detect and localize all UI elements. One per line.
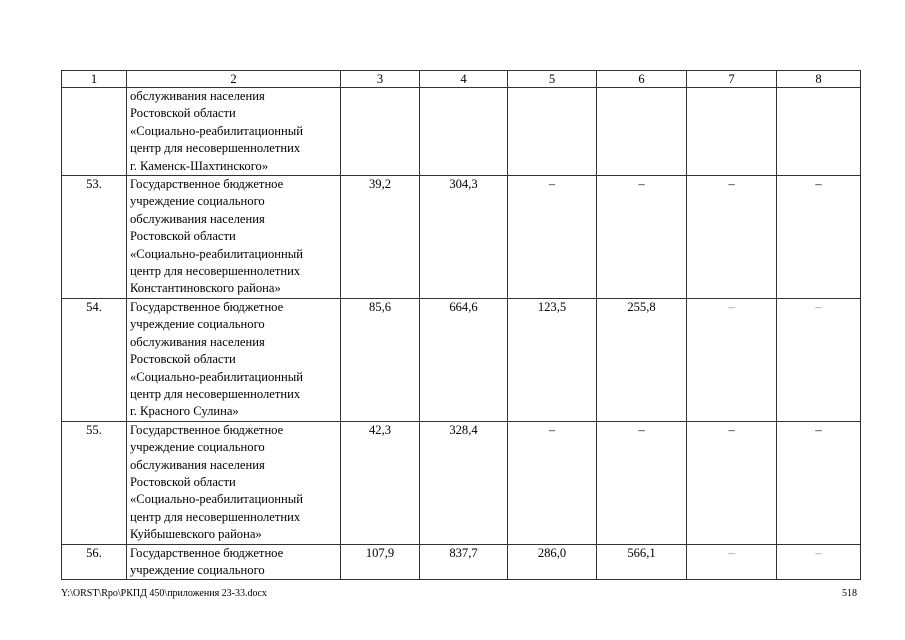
cell-col-6: 566,1 bbox=[597, 544, 687, 580]
cell-col-6: – bbox=[597, 176, 687, 299]
institution-name bbox=[127, 176, 341, 299]
name-line: Ростовской области bbox=[130, 229, 236, 244]
name-line: г. Красного Сулина» bbox=[130, 404, 239, 419]
cell-col-4: 328,4 bbox=[420, 421, 508, 544]
table-row bbox=[62, 298, 861, 421]
name-line: Государственное бюджетное bbox=[130, 545, 284, 560]
cell-col-6: 255,8 bbox=[597, 298, 687, 421]
table-row bbox=[62, 88, 861, 176]
name-line: центр для несовершеннолетних bbox=[130, 509, 301, 524]
row-number bbox=[62, 88, 127, 176]
cell-col-5 bbox=[508, 88, 597, 176]
cell-col-3: 85,6 bbox=[341, 298, 420, 421]
column-header-4: 4 bbox=[420, 71, 508, 88]
name-line: центр для несовершеннолетних bbox=[130, 386, 301, 401]
column-header-1: 1 bbox=[62, 71, 127, 88]
footer-file-path: Y:\ORST\Rpo\РКПД 450\приложения 23-33.docx bbox=[61, 588, 267, 599]
name-line: Куйбышевского района» bbox=[130, 527, 262, 542]
cell-col-5: – bbox=[508, 176, 597, 299]
name-line: Ростовской области bbox=[130, 352, 236, 367]
name-line: Государственное бюджетное bbox=[130, 422, 284, 437]
cell-col-7: – bbox=[687, 298, 777, 421]
table-row bbox=[62, 421, 861, 544]
name-line: центр для несовершеннолетних bbox=[130, 264, 301, 279]
cell-col-6 bbox=[597, 88, 687, 176]
name-line: обслуживания населения bbox=[130, 457, 265, 472]
name-line: «Социально-реабилитационный bbox=[130, 246, 303, 261]
name-line: «Социально-реабилитационный bbox=[130, 369, 303, 384]
cell-col-8: – bbox=[777, 298, 861, 421]
column-header-5: 5 bbox=[508, 71, 597, 88]
name-line: центр для несовершеннолетних bbox=[130, 141, 301, 156]
cell-col-7: – bbox=[687, 421, 777, 544]
column-header-6: 6 bbox=[597, 71, 687, 88]
cell-col-3: 42,3 bbox=[341, 421, 420, 544]
name-line: г. Каменск-Шахтинского» bbox=[130, 158, 269, 173]
name-line: учреждение социального bbox=[130, 317, 265, 332]
name-line: учреждение социального bbox=[130, 194, 265, 209]
cell-col-7 bbox=[687, 88, 777, 176]
cell-col-8: – bbox=[777, 544, 861, 580]
cell-col-5: 123,5 bbox=[508, 298, 597, 421]
cell-col-3 bbox=[341, 88, 420, 176]
column-header-2: 2 bbox=[127, 71, 341, 88]
cell-col-4: 837,7 bbox=[420, 544, 508, 580]
name-line: учреждение социального bbox=[130, 562, 265, 577]
cell-col-4: 304,3 bbox=[420, 176, 508, 299]
name-line: «Социально-реабилитационный bbox=[130, 123, 303, 138]
cell-col-5: – bbox=[508, 421, 597, 544]
cell-col-8: – bbox=[777, 176, 861, 299]
cell-col-7: – bbox=[687, 544, 777, 580]
cell-col-5: 286,0 bbox=[508, 544, 597, 580]
name-line: Государственное бюджетное bbox=[130, 299, 284, 314]
cell-col-6: – bbox=[597, 421, 687, 544]
name-line: обслуживания населения bbox=[130, 89, 265, 103]
name-line: Ростовской области bbox=[130, 106, 236, 121]
institution-name bbox=[127, 298, 341, 421]
cell-col-3: 39,2 bbox=[341, 176, 420, 299]
row-number: 54. bbox=[62, 298, 127, 421]
cell-col-3: 107,9 bbox=[341, 544, 420, 580]
cell-col-4 bbox=[420, 88, 508, 176]
table-row bbox=[62, 544, 861, 580]
name-line: «Социально-реабилитационный bbox=[130, 492, 303, 507]
column-header-8: 8 bbox=[777, 71, 861, 88]
data-table bbox=[61, 70, 861, 580]
cell-col-8 bbox=[777, 88, 861, 176]
name-line: обслуживания населения bbox=[130, 334, 265, 349]
row-number: 55. bbox=[62, 421, 127, 544]
table-row bbox=[62, 176, 861, 299]
row-number: 53. bbox=[62, 176, 127, 299]
cell-col-4: 664,6 bbox=[420, 298, 508, 421]
name-line: Константиновского района» bbox=[130, 281, 281, 296]
cell-col-7: – bbox=[687, 176, 777, 299]
name-line: обслуживания населения bbox=[130, 211, 265, 226]
column-header-7: 7 bbox=[687, 71, 777, 88]
institution-name bbox=[127, 421, 341, 544]
name-line: Государственное бюджетное bbox=[130, 177, 284, 192]
column-header-3: 3 bbox=[341, 71, 420, 88]
row-number: 56. bbox=[62, 544, 127, 580]
cell-col-8: – bbox=[777, 421, 861, 544]
footer-page-number: 518 bbox=[842, 588, 857, 599]
institution-name bbox=[127, 88, 341, 176]
institution-name bbox=[127, 544, 341, 580]
name-line: Ростовской области bbox=[130, 474, 236, 489]
name-line: учреждение социального bbox=[130, 440, 265, 455]
header-row bbox=[62, 71, 861, 88]
